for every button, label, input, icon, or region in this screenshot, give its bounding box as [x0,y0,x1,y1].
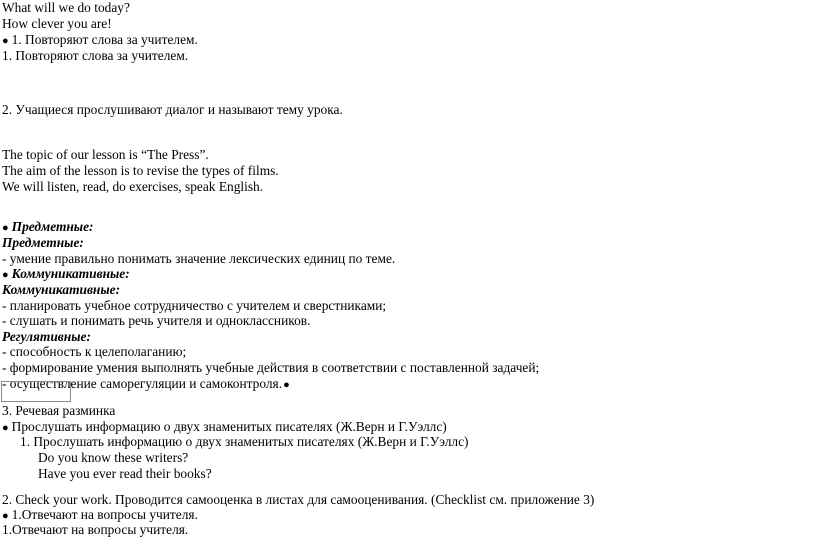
bullet-heading-subject: ● Предметные: [2,219,94,234]
bullet-item-repeat-words: ● 1. Повторяют слова за учителем. [2,32,198,47]
line-check-work: 2. Check your work. Проводится самооценка в листах для самооценивания. (Checklist см. приложение 3) [2,492,595,507]
line-repeat-words: 1. Повторяют слова за учителем. [2,48,189,63]
empty-text-box [1,381,71,402]
line-self-regulation: - осуществление саморегуляции и самоконтроля.● [2,376,290,391]
line-know-writers: Do you know these writers? [38,450,189,465]
heading-regulatory: Регулятивные: [2,329,91,344]
line-activities: We will listen, read, do exercises, speak English. [2,179,264,194]
line-learning-actions: - формирование умения выполнять учебные действия в соответствии с поставленной задачей; [2,360,540,375]
line-speech-warmup: 3. Речевая разминка [2,403,116,418]
line-aim: The aim of the lesson is to revise the types of films. [2,163,279,178]
line-lexical-units: - умение правильно понимать значение лексических единиц по теме. [2,251,396,266]
line-listen-dialogue: 2. Учащиеся прослушивают диалог и называют тему урока. [2,102,343,117]
list-item-writers: 1. Прослушать информацию о двух знаменитых писателях (Ж.Верн и Г.Уэллс) [20,434,469,449]
line-listen-understand: - слушать и понимать речь учителя и одноклассников. [2,313,311,328]
bullet-icon: ● [2,422,9,434]
heading-subject: Предметные: [2,235,84,250]
line-cooperation: - планировать учебное сотрудничество с учителем и сверстниками; [2,298,387,313]
line-what-will-we-do: What will we do today? [2,0,130,15]
bullet-icon: ● [2,269,9,281]
line-answer: 1.Отвечают на вопросы учителя. [2,522,189,537]
bullet-heading-communicative: ● Коммуникативные: [2,266,130,281]
bullet-icon: ● [2,35,9,47]
bullet-icon: ● [2,510,9,522]
line-read-books: Have you ever read their books? [38,466,212,481]
bullet-item-answer: ● 1.Отвечают на вопросы учителя. [2,507,198,522]
bullet-icon: ● [283,379,290,391]
heading-communicative: Коммуникативные: [2,282,121,297]
bullet-item-writers: ● Прослушать информацию о двух знаменитых писателях (Ж.Верн и Г.Уэллс) [2,419,447,434]
line-how-clever: How clever you are! [2,16,112,31]
line-goal-setting: - способность к целеполаганию; [2,344,187,359]
line-topic: The topic of our lesson is “The Press”. [2,147,209,162]
bullet-icon: ● [2,222,9,234]
